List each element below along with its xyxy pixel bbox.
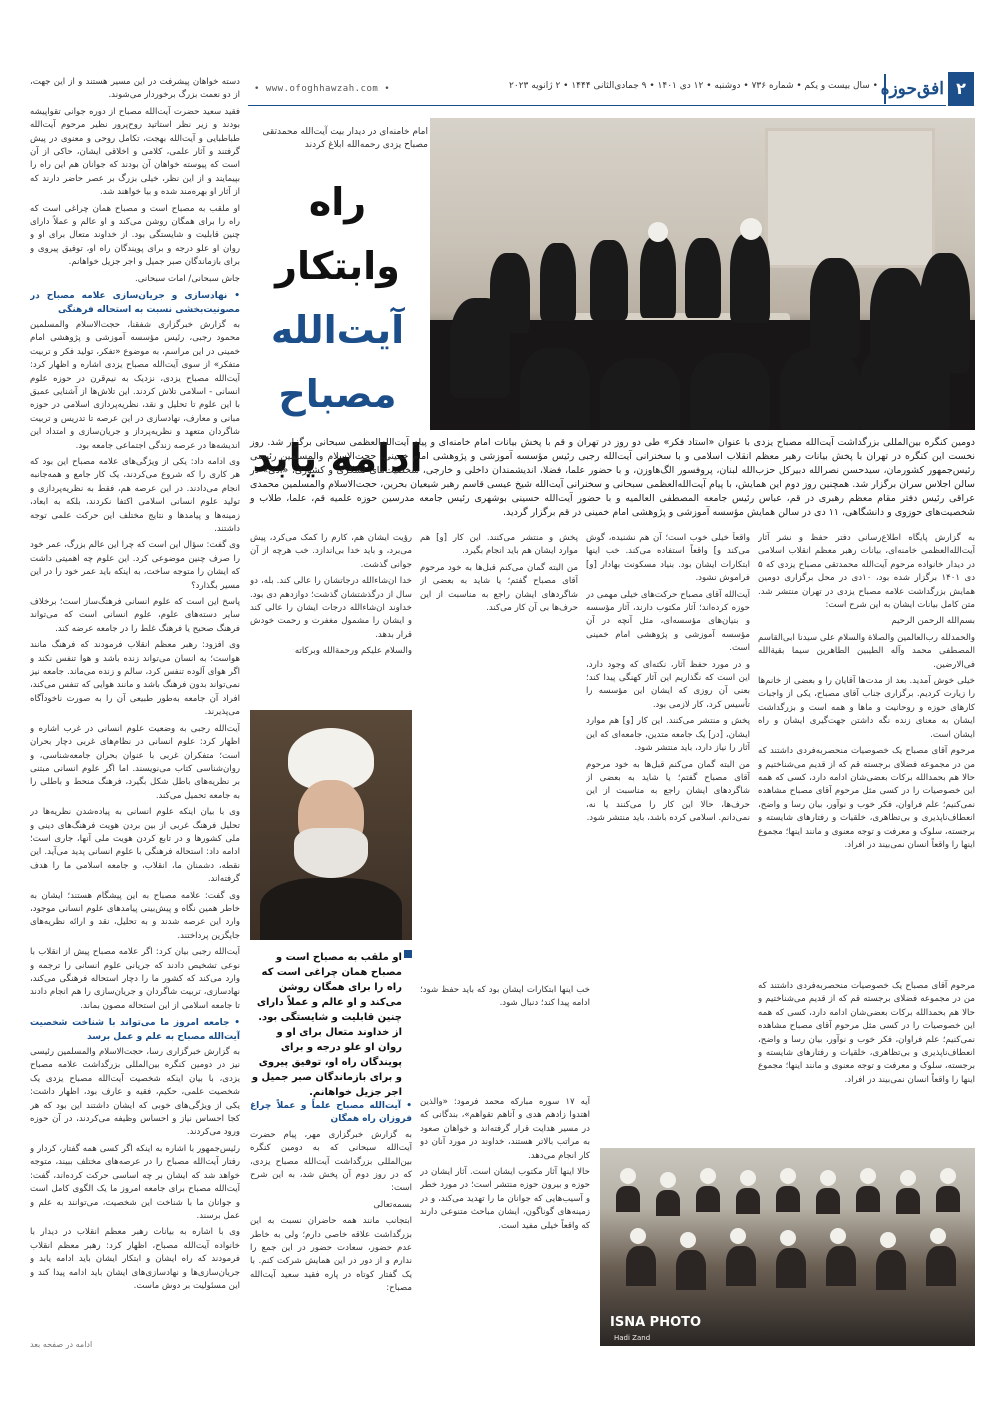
lead-photo xyxy=(430,118,975,430)
photo-figure xyxy=(640,236,676,318)
headline-line: راه وابتکار xyxy=(275,180,400,288)
photo-figure xyxy=(690,353,770,430)
article-column-middle-1 xyxy=(586,532,750,972)
article-column-bottom-right xyxy=(758,980,975,1140)
photo-person xyxy=(740,1170,756,1186)
photo-person xyxy=(736,1188,760,1214)
photo-person xyxy=(780,1168,796,1184)
headline-line: ادامه یابد xyxy=(252,436,423,480)
page-number: ۲ xyxy=(948,72,974,106)
paragraph: وی گفت: سؤال این است که چرا این عالم بزرگ، عمر خود را صرف چنین موضوعی کرد. این علوم چه اهمیتی داشت که ایشان را متوجه ساخت، به اینکه باید عمر خود را در این مسیر بگذارد؟ xyxy=(30,540,240,591)
article-column-middle-2 xyxy=(420,532,578,700)
photo-person xyxy=(780,1230,796,1246)
lead-photo-caption: امام خامنه‌ای در دیدار بیت آیت‌الله محمدتقی مصباح یزدی رحمه‌الله ابلاغ کردند xyxy=(262,127,428,150)
pull-quote-text: او ملقب به مصباح است و مصباح همان چراغی است که راه را برای همگان روشن می‌کند و او عالم و عملاً دارای چنین قابلیت و شایستگی بود. از خداوند متعال برای او و روان او علو درجه و برای پویندگان راه او، توفیق پیروی و برای بازماندگان صبر جمیل و اجر جزیل خواهانم. xyxy=(251,952,402,1098)
article-column-lower-upper xyxy=(420,984,590,1094)
photo-person xyxy=(880,1232,896,1248)
paragraph: واقعاً خیلی خوب است؛ آن هم نشنیده، گوش می‌کند و] واقعاً استفاده می‌کند. خب اینها ابتکارات ایشان بود. بنیاد مسکونت بهادار [و] فراموش نشود. xyxy=(586,533,750,584)
paragraph: رئیس‌جمهور با اشاره به اینکه اگر کسی همه گفتار، کردار و رفتار آیت‌الله مصباح را در عرصه‌های مختلف ببیند، متوجه خواهد شد که ایشان بر چه اساسی حرکت کرده‌اند، گفت: آیت‌الله مصباح برای جامعه امروز ما یک الگوی کامل است و جوانان ما با شناخت این شخصیت، می‌توانند به علم و عمل برسند. xyxy=(30,1143,240,1221)
paragraph: مرحوم آقای مصباح یک خصوصیات منحصربه‌فردی داشتند که من در مجموعه فضلای برجسته قم که از قدیم می‌شناختیم و حالا هم بحمدالله برکات بعضی‌شان ادامه دارد، کسی که همه این خصوصیات را در کسی مثل مرحوم آقای مصباح مشاهده نمی‌کنیم؛ علم فراوان، فکر خوب و نوآور، بیان رسا و واضح، انعطاف‌ناپذیری و بی‌تظاهری، خلقیات و رفتارهای شایسته و برجسته، سلوک و معرفت و توجه معنوی و مانند اینها؛ مجموع اینها را واقعاً انسان نمی‌بیند در افراد. xyxy=(758,746,975,850)
photo-figure xyxy=(780,348,860,430)
photo-person xyxy=(616,1186,640,1212)
newspaper-logo[interactable]: افق‌حوزه xyxy=(884,74,944,104)
paragraph: وی ادامه داد: یکی از ویژگی‌های علامه مصباح این بود که هر کاری را که شروع می‌کردند، یک کار جامع و همه‌جانبه انجام می‌دادند. در این عرصه هم، فقط به نظریه‌پردازی و تولید علوم انسانی اسلامی اکتفا نکردند، بلکه به ابعاد، زمینه‌ها و پیامدها و نتایج مختلف این حرکت علمی توجه داشتند. xyxy=(30,456,240,534)
paragraph: جاش سبحانی/ امات سبحانی. xyxy=(135,273,240,284)
article-column-right xyxy=(758,532,975,972)
photo-figure xyxy=(590,240,628,320)
subheading: • نهادسازی و جریان‌سازی علامه مصباح در مصونیت‌بخشی نسبت به استحاله فرهنگی xyxy=(30,290,240,317)
paragraph: فقید سعید حضرت آیت‌الله مصباح از دوره جوانی تقوا‌پیشه بودند و زیر نظر استاتید روح‌پرور نظیر مرحوم آیت‌الله طباطبایی و آیت‌الله بهجت، تکامل روحی و معنوی در پیش گرفتند و آثار علمی، کلامی و اخلاقی ایشان، حاکی از آن است که پیوسته خواهان آن بودند که جوانان هم این راه را بپیمایند و از این نظر، خیلی بزرگ بر عصر حاضر دارند که از آثار او بهره‌مند شده و بیا خواهند شد. xyxy=(30,106,240,198)
photo-person xyxy=(826,1246,856,1286)
paragraph: ابتجانب مانند همه حاضران نسبت به این بزرگداشت علاقه خاصی دارم؛ ولی به خاطر عدم حضور، سعادت حضور در این جمع را ندارم و از دور در این همایش شرکت کنم. با یک گفتار کوتاه در پاره فقید سعید آیت‌الله مصباح: xyxy=(250,1216,412,1294)
photo-person xyxy=(776,1186,800,1212)
photo-person xyxy=(776,1248,806,1288)
photo-figure xyxy=(685,238,721,318)
photo-person xyxy=(930,1228,946,1244)
paragraph: و در مورد حفظ آثار، نکته‌ای که وجود دارد، این است که نگذاریم این آثار کهنگی پیدا کند؛ بعنی آن روزی که ایشان این مؤسسه را تأسیس کرد، کار لازمی بود. xyxy=(586,659,750,710)
photo-figure xyxy=(810,258,860,358)
photo-person xyxy=(726,1246,756,1286)
lead-summary: دومین کنگره بین‌المللی بزرگداشت آیت‌الله مصباح یزدی با عنوان «استاد فکر» طی دو روز در تهران و قم با پخش بیانات امام خامنه‌ای و پیام آیت‌الله‌العظمی سبحانی برگزار شد. روز نخست این کنگره در تهران با پخش بیانات رهبر معظم انقلاب اسلامی و با سخنرانی آیت‌الله رجبی رئیس مؤسسه آموزشی و پژوهشی امام خمینی، حجت‌الاسلام والمسلمین رئیسی رئیس‌جمهور کشورمان، سیدحسن نصرالله دبیرکل حزب‌الله لبنان، پروفسور الگ‌هاوزن، و با حضور علما، فضلا، اندیشمندان داخلی و خارجی، شخصیت‌های لشکری و کشوری، «ادی» در سالن اجلاس سران برگزار شد. همچنین روز دوم این همایش، با پیام آیت‌الله‌العظمی سبحانی و سخنرانی آیت‌الله شیخ عیسی قاسم رهبر شیعیان بحرین، حجت‌الاسلام والمسلمین محمدی عراقی رئیس دفتر مقام معظم رهبری در قم، عباس رئیس جامعه المصطفی العالمیه و با حضور آیت‌الله حسینی بوشهری رئیس جامعه مدرسین حوزه علمیه قم، علما، طلاب و شخصیت‌های حوزوی و دانشگاهی، ۱۱ دی در سالن همایش مؤسسه آموزشی و پژوهشی امام خمینی در قم برگزار گردید. xyxy=(250,437,975,518)
paragraph: آیت‌الله رجبی به وضعیت علوم انسانی در غرب اشاره و اظهار کرد: علوم انسانی در نظام‌های غربی دچار بحران است؛ متفکران غربی با عنوان بحران جامعه‌شناسی، و روان‌شناسی کتاب می‌نویسند. اما اگر علوم انسانی مبتنی بر نظریه‌های باطل شکل بگیرد، فرهنگ منحط و باطلی را به جامعه تحمیل می‌کند. xyxy=(30,723,240,801)
portrait-robe xyxy=(260,878,402,940)
paragraph: وی با بیان اینکه علوم انسانی به پیاده‌شدن نظریه‌ها در تحلیل فرهنگ غربی از بین بردن هویت فرهنگ‌های دینی و ملی کشورها و در تابع کردن هویت ملی آنها، جاری است؛ ادامه داد: استحاله فرهنگی با علوم انسانی پدید می‌آید. این نقطه، دشمنان ما، انقلاب، و جامعه اسلامی ما را هدف گرفته‌اند. xyxy=(30,807,240,885)
article-column-middle-3 xyxy=(250,532,412,700)
paragraph: دسته خواهان پیشرفت در این مسیر هستند و از این جهت، از دو نعمت بزرگ برخوردار می‌شوند. xyxy=(30,77,240,101)
paragraph: حالا اینها آثار مکتوب ایشان است. آثار ایشان در حوزه و بیرون حوزه منتشر است؛ در مورد خطر و آسیب‌هایی که جوانان ما را تهدید می‌کند، و در زمینه‌های گوناگون، ایشان مباحث متنوعی دارند که واقعاً خیلی مفید است. xyxy=(420,1167,590,1231)
headline-line: آیت‌الله xyxy=(270,308,405,352)
cleric-portrait xyxy=(250,710,412,940)
paragraph: وی گفت: علامه مصباح به این پیشگام هستند؛ ایشان به خاطر همین نگاه و پیش‌بینی پیامدهای علوم انسانی موجود، وارد این عرصه شدند و به تحلیل، نقد و ارائه نظریه‌های جایگزین پرداختند. xyxy=(30,890,240,941)
paragraph: به گزارش پایگاه اطلاع‌رسانی دفتر حفظ و نشر آثار آیت‌الله‌العظمی خامنه‌ای، بیانات رهبر معظم انقلاب اسلامی در دیدار خانواده مرحوم آیت‌الله محمدتقی مصباح یزدی که ۵ دی ۱۴۰۱ برگزار شده بود، ۱۰دی در محل برگزاری دومین همایش بزرگداشت علامه مصباح یزدی در تهران منتشر شد. متن کامل بیانات ایشان به این شرح است: xyxy=(758,533,975,611)
photo-figure xyxy=(540,243,576,321)
paragraph: آیت‌الله آقای مصباح حرکت‌های خیلی مهمی در حوزه کرده‌اند؛ آثار مکتوب دارند، آثار مؤسسه و بنیان‌های مؤسسه‌ای، مثل آنچه در آن مؤسسه آموزشی و پژوهشی امام خمینی است. xyxy=(586,589,750,654)
paragraph: بسم‌الله الرحمن الرحیم xyxy=(891,616,975,627)
photo-figure xyxy=(600,358,680,430)
paragraph: آیه ۱۷ سوره مبارکه محمد فرمود: «والذین اهتدوا زادهم هدی و آتاهم تقواهم»، بندگانی که در مسیر هدایت قرار گرفته‌اند و خواهان صعود به مراتب بالاتر هستند، خداوند در مورد آنان دو کار انجام می‌دهد. xyxy=(420,1097,590,1161)
photo-person xyxy=(620,1168,636,1184)
photo-person xyxy=(676,1250,706,1290)
photo-person xyxy=(820,1170,836,1186)
paragraph: مرحوم آقای مصباح یک خصوصیات منحصربه‌فردی داشتند که من در مجموعه فضلای برجسته قم که از قدیم می‌شناختیم و حالا هم بحمدالله برکات بعضی‌شان ادامه دارد، کسی که همه این خصوصیات را در کسی مثل مرحوم آقای مصباح مشاهده نمی‌کنیم؛ علم فراوان، فکر خوب و نوآور، بیان رسا و واضح، انعطاف‌ناپذیری و بی‌تظاهری، خلقیات و رفتارهای شایسته و برجسته، سلوک و معرفت و توجه معنوی و مانند اینها؛ مجموع اینها را واقعاً انسان نمی‌بیند در افراد. xyxy=(758,981,975,1085)
article-column-left xyxy=(30,76,240,1336)
paragraph: وی افزود: رهبر معظم انقلاب فرمودند که فرهنگ مانند هواست؛ به انسان می‌تواند زنده باشد و هوا تنفس نکند و اگر هوای آلوده تنفس کرد، سالم و زنده می‌ماند. جامعه نیز نمی‌تواند بدون فرهنگ باشد و مانند هوایی که تنفس می‌کند، افراد آن جامعه به‌طور طبیعی آن را به صورت ناخودآگاه می‌پذیرند. xyxy=(30,640,240,718)
photo-person xyxy=(700,1168,716,1184)
continued-note[interactable]: ادامه در صفحه بعد xyxy=(30,1340,93,1349)
photo-figure xyxy=(648,222,668,242)
photo-person xyxy=(860,1168,876,1184)
photo-person xyxy=(660,1172,676,1188)
photo-person xyxy=(656,1190,680,1216)
conference-photo xyxy=(600,1148,975,1346)
page-header xyxy=(248,72,974,106)
subheading: • جامعه امروز ما می‌تواند با شناخت شخصیت آیت‌الله مصباح به علم و عمل برسد xyxy=(30,1017,240,1044)
paragraph: خیلی خوش آمدید. بعد از مدت‌ها آقایان را و بعضی از خانم‌ها را زیارت کردیم. برگزاری جناب آقای مصباح، یکی از واجبات کارهای حوزه و روحانیت و ماها و همه است و بزرگداشت ایشان به معنای زنده نگه داشتن جهت‌گیری ایشان و راه ایشان است. xyxy=(758,676,975,740)
photo-person xyxy=(876,1250,906,1290)
paragraph: والحمدلله رب‌العالمین والصلاة والسلام علی سیدنا ابی‌القاسم المصطفی محمد وآله الطیبین الطاهرین سیما بقیةالله فی‌الارضین. xyxy=(758,632,975,670)
photo-credit-sub: Hadi Zand xyxy=(614,1334,651,1342)
subheading: • آیت‌الله مصباح علماً و عملاً چراغ فروزان راه همگان xyxy=(250,1100,412,1127)
article-column-lower-middle xyxy=(420,1096,590,1346)
paragraph: من البته گمان می‌کنم قبل‌ها به خود مرحوم آقای مصباح گفتم؛ یا شاید به بعضی از شاگردهای ایشان راجع به مناسبت از این حرف‌ها، حالا این کار را می‌کنند یا نه، نمی‌دانم. اسلامی کرده باشد، باید منتشر شود. xyxy=(586,759,750,824)
paragraph: رؤیت ایشان هم، کارم را کمک می‌کرد، پیش می‌برد، و باید خدا بی‌اندازد. خب هرچه از آن جوانی گذشت. xyxy=(250,533,412,570)
paragraph: به گزارش خبرگزاری مهر، پیام حضرت آیت‌الله سبحانی که به دومین کنگره بین‌المللی بزرگداشت آیت‌الله مصباح یزدی، که در روز دوم آن پخش شد، به این شرح است: xyxy=(250,1129,412,1194)
photo-person xyxy=(926,1246,956,1286)
photo-person xyxy=(940,1168,956,1184)
photo-figure xyxy=(740,218,762,240)
quote-mark-icon xyxy=(404,950,412,958)
paragraph: وی با اشاره به بیانات رهبر معظم انقلاب در دیدار با خانواده آیت‌الله مصباح، اظهار کرد: رهبر معظم انقلاب فرمودند که راه ایشان و ابتکار ایشان باید ادامه یابد و جریان‌سازی‌ها و نهادسازی‌های ایشان باید ادامه پیدا کند و این مسئولیت بر دوش ماست. xyxy=(30,1227,240,1291)
paragraph: به گزارش خبرگزاری شفقنا، حجت‌الاسلام والمسلمین محمود رجبی، رئیس مؤسسه آموزشی و پژوهشی امام خمینی در این مراسم، به موضوع «تفکر، تولید فکر و تربیت متفکر» از سوی آیت‌الله مصباح یزدی اشاره و اظهار کرد: آیت‌الله مصباح یزدی، نزدیک به نیم‌قرن در حوزه علوم انسانی - اسلامی تلاش کردند. این تلاش‌ها از آشنایی عمیق با این علوم تا تحلیل و نقد، نظریه‌پردازی اسلامی در حوزه مبانی و معارف، نهادسازی در این عرصه تا تدریس و تربیت شاگردان متعهد و نظریه‌پرداز و جریان‌سازی و امتداد این اندیشه‌ها در عرصه زندگی اجتماعی جامعه بود. xyxy=(30,319,240,451)
photo-person xyxy=(830,1228,846,1244)
paragraph: خب اینها ابتکارات ایشان بود که باید حفظ شود؛ ادامه پیدا کند؛ دنبال شود. xyxy=(420,985,590,1009)
paragraph: خدا ان‌شاءالله درجاتشان را عالی کند. بله، دو سال از درگذشتشان گذشت؛ دوازدهم دی بود. خداوند ان‌شاءالله درجات ایشان را عالی کند و ایشان را مشمول مغفرت و رحمت خودش قرار بدهد. xyxy=(250,576,412,640)
photo-person xyxy=(680,1232,696,1248)
photo-credit: ISNA PHOTO xyxy=(610,1315,702,1330)
photo-person xyxy=(936,1186,960,1212)
photo-person xyxy=(630,1228,646,1244)
photo-figure xyxy=(730,233,770,323)
photo-person xyxy=(816,1188,840,1214)
portrait-beard xyxy=(294,828,368,878)
photo-window xyxy=(765,128,935,268)
photo-person xyxy=(896,1188,920,1214)
photo-person xyxy=(730,1228,746,1244)
paragraph: بسمه‌تعالی xyxy=(373,1199,412,1210)
paragraph: آیت‌الله رجبی بیان کرد: اگر علامه مصباح پیش از انقلاب با نوعی تشخیص دادند که جریانی علوم انسانی را ترجمه و وارد می‌کند که کشور ما را دچار استحاله فرهنگی می‌کند، نهادسازی، تربیت شاگردان و جریان‌سازی را هم انجام دادند تا جامعه اسلامی از این استحاله مصون بماند. xyxy=(30,947,240,1011)
paragraph: من البته گمان می‌کنم قبل‌ها به خود مرحوم آقای مصباح گفتم؛ یا شاید به بعضی از شاگردهای ایشان راجع به مناسبت از این حرف‌ها بی آن کار می‌کند. xyxy=(420,562,578,614)
photo-figure xyxy=(520,348,590,430)
headline-line: مصباح xyxy=(278,372,397,416)
paragraph: والسلام علیکم ورحمة‌الله وبرکاته xyxy=(294,646,412,657)
photo-figure xyxy=(450,298,510,398)
article-column-lower-left xyxy=(250,1096,412,1346)
paragraph: پخش و منتشر می‌کنند. این کار [و] هم موارد ایشان هم باید انجام بگیرد. xyxy=(420,533,578,557)
paragraph: به گزارش خبرگزاری رسا، حجت‌الاسلام والمسلمین رئیسی نیز در دومین کنگره بین‌المللی بزرگداشت علامه مصباح یزدی، با بیان اینکه شخصیت آیت‌الله مصباح یزدی یک شخصیت علمی، حکیم، فقیه و عارف بود، اظهار داشت: یکی از ویژگی‌های خوبی که ایشان داشتند این بود که هر کجا احساس نیاز و احساس وظیفه می‌کردند، در آن حوزه ورود می‌کردند. xyxy=(30,1047,240,1138)
paragraph: پاسخ این است که علوم انسانی فرهنگ‌ساز است؛ برخلاف سایر دسته‌های علوم، علوم انسانی است که می‌تواند فرهنگ صحیح یا فرهنگ غلط را در جامعه عرضه کند. xyxy=(30,597,240,634)
paragraph: پخش و منتشر می‌کنند. این کار [و] هم موارد ایشان، [در] یک جامعه متدین، جامعه‌ای که این آثار را نیاز دارد، باید منتشر شود. xyxy=(586,716,750,754)
photo-person xyxy=(626,1246,656,1286)
photo-person xyxy=(856,1186,880,1212)
issue-info: • سال بیست و یکم • شماره ۷۳۶ • دوشنبه • ۱۲ دی ۱۴۰۱ • ۹ جمادی‌الثانی ۱۴۴۴ • ۲ ژانویه ۲۰۲۳ xyxy=(509,81,878,91)
website-link[interactable]: • www.ofoghhawzah.com • xyxy=(254,84,391,94)
photo-person xyxy=(696,1186,720,1212)
paragraph: او ملقب به مصباح است و مصباح همان چراغی است که راه را برای همگان روشن می‌کند و او عالم و عملاً دارای چنین قابلیت و شایستگی بود. از خداوند متعال برای او و روان او علو درجه و برای پویندگان راه او، توفیق پیروی و برای بازماندگان صبر جمیل و اجر جزیل خواهانم. xyxy=(30,203,240,268)
header-divider xyxy=(248,105,946,106)
pull-quote xyxy=(250,950,412,1100)
photo-figure xyxy=(860,343,950,430)
photo-person xyxy=(900,1170,916,1186)
